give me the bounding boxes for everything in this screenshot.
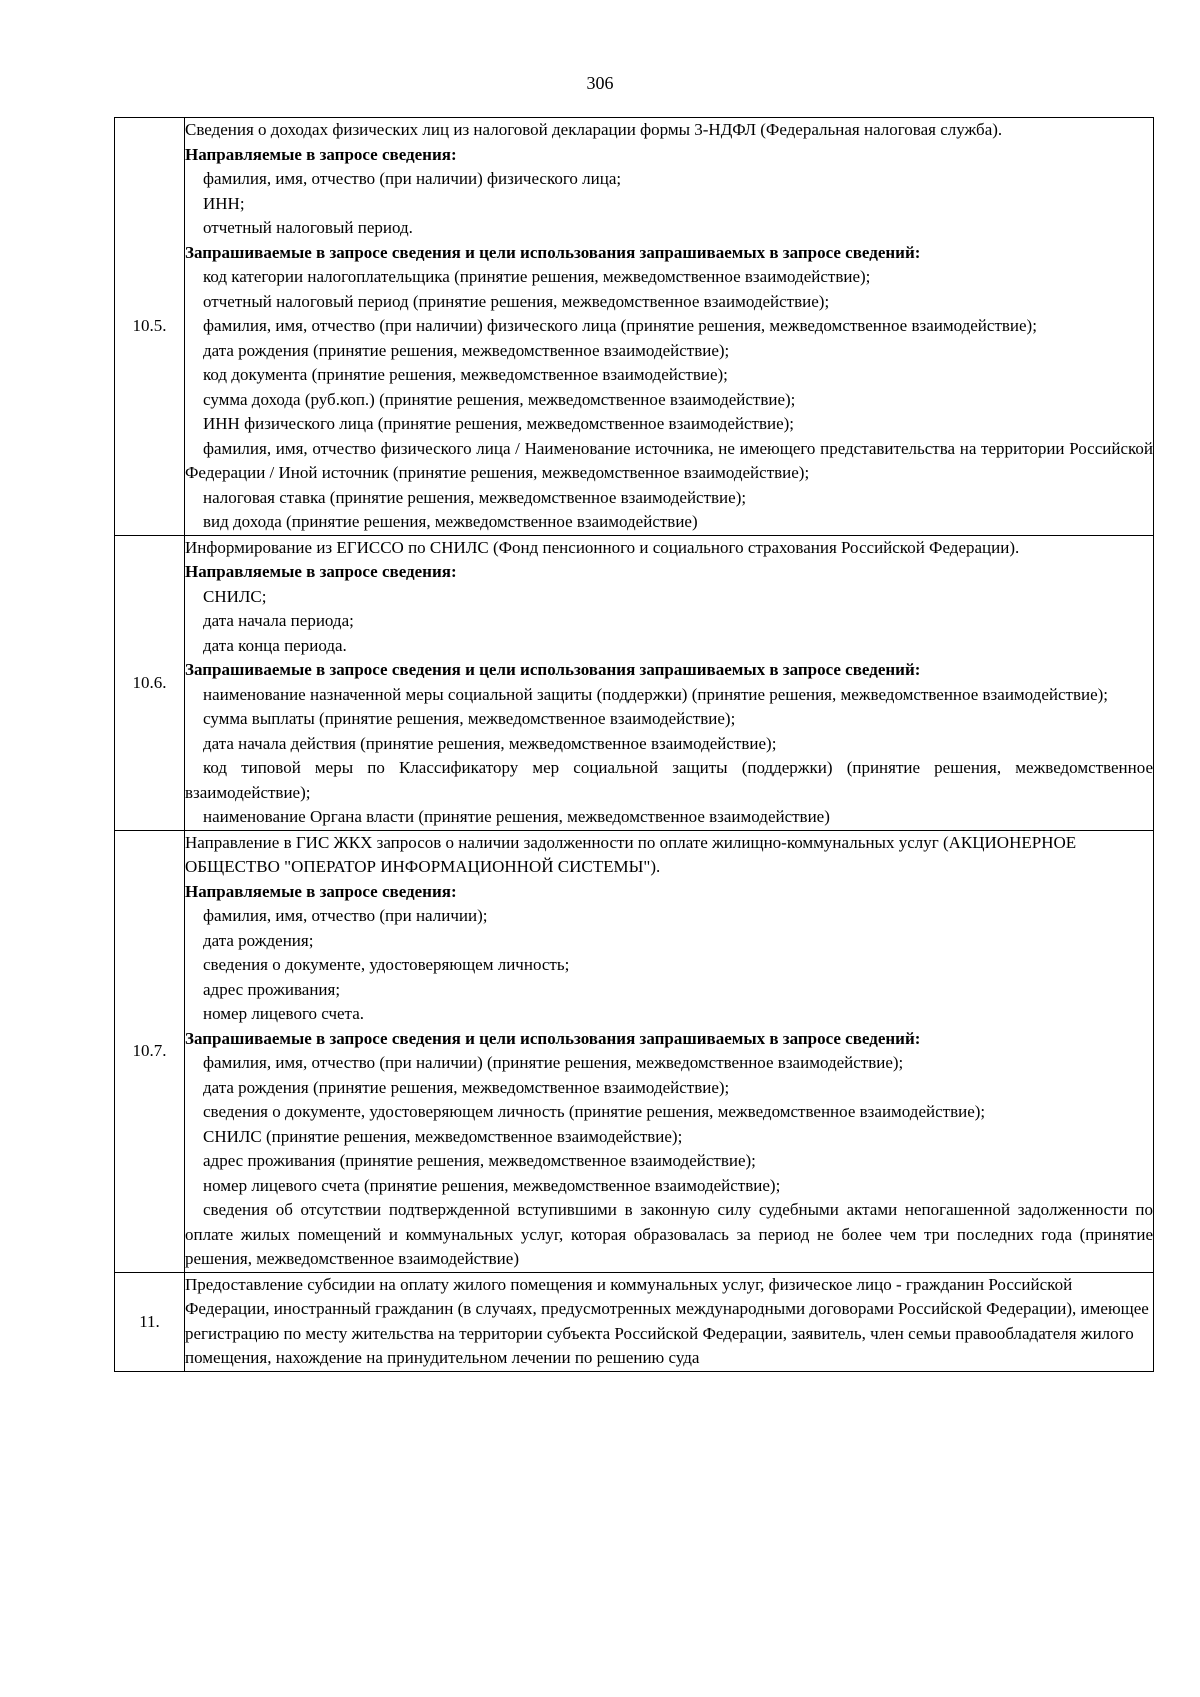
list-item: отчетный налоговый период (принятие решения, межведомственное взаимодействие); — [203, 291, 830, 311]
list-item: дата рождения (принятие решения, межведомственное взаимодействие); — [203, 340, 730, 360]
list-item: фамилия, имя, отчество (при наличии) физического лица; — [203, 169, 622, 188]
list-item: фамилия, имя, отчество (при наличии) физического лица (принятие решения, межведомственное взаимодействие); — [203, 316, 1037, 335]
list-item: адрес проживания; — [203, 979, 341, 999]
row-content — [185, 1272, 1154, 1371]
row-number: 11. — [115, 1272, 185, 1371]
list-item: дата рождения; — [203, 930, 314, 950]
list-item: ИНН физического лица (принятие решения, межведомственное взаимодействие); — [203, 414, 795, 433]
list-item: номер лицевого счета. — [203, 1004, 364, 1023]
table-row-10-6 — [115, 535, 1154, 830]
list-item: код категории налогоплательщика (принятие решения, межведомственное взаимодействие); — [203, 267, 871, 286]
list-item: дата конца периода. — [203, 635, 347, 655]
list-item: дата начала действия (принятие решения, межведомственное взаимодействие); — [203, 733, 777, 753]
row-title: Информирование из ЕГИССО по СНИЛС (Фонд пенсионного и социального страхования Российской Федерации). — [185, 537, 1020, 557]
list-item: фамилия, имя, отчество физического лица / Наименование источника, не имеющего представительства на территории Российской Федерации / Иной источник (принятие решения, межведомственное взаимодействие); — [185, 438, 1153, 482]
row-text: Предоставление субсидии на оплату жилого помещения и коммунальных услуг, физическое лицо - гражданин Российской Федерации, иностранный гражданин (в случаях, предусмотренных международными договорами Российской Федерации), имеющее регистрацию по месту жительства на территории субъекта Российской Федерации, заявитель, член семьи правообладателя жилого помещения, нахождение на принудительном лечении по решению суда — [185, 1274, 1149, 1367]
requested-header: Запрашиваемые в запросе сведения и цели использования запрашиваемых в запросе сведений: — [185, 660, 921, 679]
list-item: сумма дохода (руб.коп.) (принятие решения, межведомственное взаимодействие); — [203, 389, 796, 409]
row-title: Сведения о доходах физических лиц из налоговой декларации формы 3-НДФЛ (Федеральная налоговая служба). — [185, 120, 1003, 139]
list-item: дата начала периода; — [203, 611, 354, 630]
list-item: отчетный налоговый период. — [203, 218, 413, 237]
list-item: адрес проживания (принятие решения, межведомственное взаимодействие); — [203, 1151, 756, 1170]
row-title: Направление в ГИС ЖКХ запросов о наличии задолженности по оплате жилищно-коммунальных услуг (АКЦИОНЕРНОЕ ОБЩЕСТВО "ОПЕРАТОР ИНФОРМАЦИОННОЙ СИСТЕМЫ"). — [185, 832, 1077, 876]
list-item: наименование Органа власти (принятие решения, межведомственное взаимодействие) — [203, 807, 830, 826]
list-item: СНИЛС (принятие решения, межведомственное взаимодействие); — [203, 1126, 683, 1146]
sent-header: Направляемые в запросе сведения: — [185, 881, 457, 901]
list-item: СНИЛС; — [203, 586, 267, 606]
row-content — [185, 535, 1154, 830]
requested-header: Запрашиваемые в запросе сведения и цели использования запрашиваемых в запросе сведений: — [185, 242, 921, 262]
row-content — [185, 830, 1154, 1272]
row-content — [185, 118, 1154, 536]
page-number: 306 — [586, 73, 614, 93]
list-item: код типовой меры по Классификатору мер социальной защиты (поддержки) (принятие решения, межведомственное взаимодействие); — [185, 758, 1153, 802]
list-item: сведения об отсутствии подтвержденной вступившими в законную силу судебными актами непогашенной задолженности по оплате жилых помещений и коммунальных услуг, которая образовалась за период не более чем три последних года (принятие решения, межведомственное взаимодействие) — [185, 1200, 1153, 1268]
row-number: 10.5. — [115, 118, 185, 536]
list-item: сведения о документе, удостоверяющем личность (принятие решения, межведомственное взаимодействие); — [203, 1102, 986, 1121]
list-item: вид дохода (принятие решения, межведомственное взаимодействие) — [203, 512, 698, 531]
list-item: ИНН; — [203, 193, 245, 213]
table-row-10-7 — [115, 830, 1154, 1272]
list-item: налоговая ставка (принятие решения, межведомственное взаимодействие); — [203, 487, 747, 507]
table-row-10-5 — [115, 118, 1154, 536]
list-item: дата рождения (принятие решения, межведомственное взаимодействие); — [203, 1077, 730, 1097]
sent-header: Направляемые в запросе сведения: — [185, 562, 457, 581]
list-item: номер лицевого счета (принятие решения, межведомственное взаимодействие); — [203, 1175, 781, 1195]
services-table — [114, 117, 1154, 1372]
table-row-11 — [115, 1272, 1154, 1371]
row-number: 10.6. — [115, 535, 185, 830]
requested-header: Запрашиваемые в запросе сведения и цели использования запрашиваемых в запросе сведений: — [185, 1028, 921, 1048]
list-item: фамилия, имя, отчество (при наличии); — [203, 906, 488, 925]
row-number: 10.7. — [115, 830, 185, 1272]
list-item: сведения о документе, удостоверяющем личность; — [203, 955, 570, 974]
list-item: фамилия, имя, отчество (при наличии) (принятие решения, межведомственное взаимодействие); — [203, 1053, 904, 1072]
list-item: наименование назначенной меры социальной защиты (поддержки) (принятие решения, межведомственное взаимодействие); — [203, 684, 1109, 704]
sent-header: Направляемые в запросе сведения: — [185, 144, 457, 164]
list-item: код документа (принятие решения, межведомственное взаимодействие); — [203, 365, 728, 384]
list-item: сумма выплаты (принятие решения, межведомственное взаимодействие); — [203, 709, 736, 728]
